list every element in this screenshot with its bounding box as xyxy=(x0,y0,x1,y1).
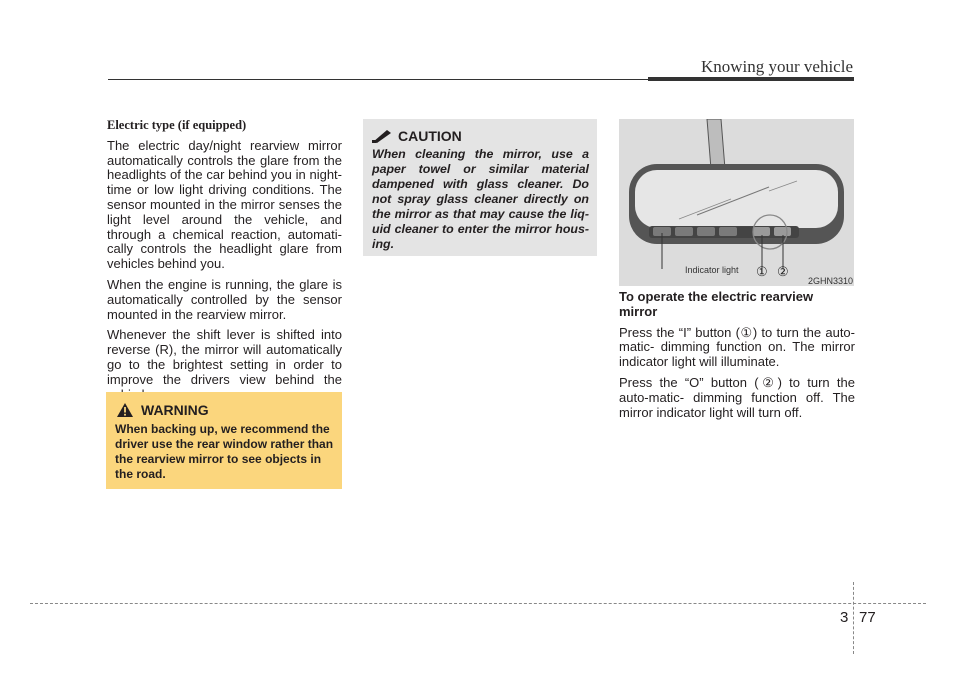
body-paragraph: When the engine is running, the glare is automatically controlled by the sensor mounted in the rearview mirror. xyxy=(107,276,342,322)
chapter-number: 3 xyxy=(840,609,849,626)
warning-header xyxy=(117,402,334,418)
warning-title: WARNING xyxy=(141,402,209,418)
body-paragraph: The electric day/night rearview mirror automatically controls the glare from the headlights of the car behind you in night-time or low light driving conditions. The sensor mounted in the mirror senses the light level around the vehicle, and through a chemical reaction, automati-cally controls the headlight glare from vehicles behind you. xyxy=(107,137,342,272)
subheading: To operate the electric rearview mirror xyxy=(619,289,814,319)
footer-rule xyxy=(30,603,926,604)
warning-box xyxy=(106,392,342,489)
left-column xyxy=(107,118,342,408)
caution-box xyxy=(363,119,597,256)
caution-header xyxy=(372,128,589,144)
page-number: 77 xyxy=(859,609,876,626)
warning-text: When backing up, we recommend the driver use the rear window rather than the rearview mirror to see objects in the road. xyxy=(115,422,334,481)
rearview-mirror-illustration xyxy=(619,119,854,286)
footer-divider xyxy=(853,582,854,654)
header-rule-accent xyxy=(648,77,854,81)
body-paragraph: Press the “I” button (①) to turn the auto-matic- dimming function on. The mirror indicator light will illuminate. xyxy=(619,324,855,370)
indicator-light-label: Indicator light xyxy=(685,265,739,275)
figure-code: 2GHN3310 xyxy=(807,276,853,286)
caution-text: When cleaning the mirror, use a paper towel or similar material dampened with glass cleaner. Do not spray glass cleaner directly on the mirror as that may cause the liq-uid cleaner to enter the mirror hous-ing. xyxy=(372,147,589,251)
section-heading: Electric type (if equipped) xyxy=(107,118,247,132)
body-paragraph: Whenever the shift lever is shifted into reverse (R), the mirror will automatically go to the brightest setting in order to improve the drivers view behind the xyxy=(107,327,342,387)
callout-2: ② xyxy=(777,264,789,279)
caution-title: CAUTION xyxy=(398,128,462,144)
rearview-mirror-figure xyxy=(619,119,854,286)
caution-pen-icon xyxy=(372,129,392,143)
header-rule xyxy=(108,79,648,80)
running-header: Knowing your vehicle xyxy=(700,57,853,76)
body-paragraph: Press the “O” button (②) to turn the auto-matic- dimming function off. The mirror indicator light will turn off. xyxy=(619,374,855,420)
warning-triangle-icon xyxy=(117,403,133,417)
right-column xyxy=(619,290,855,426)
callout-1: ① xyxy=(756,264,768,279)
